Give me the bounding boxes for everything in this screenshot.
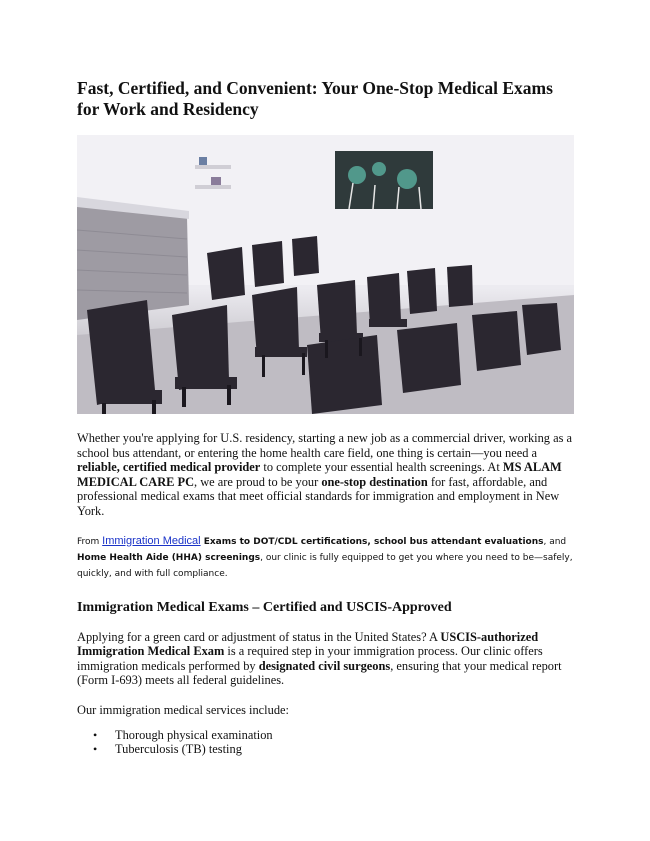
page-title: Fast, Certified, and Convenient: Your One-Stop Medical Exams for Work and Residency [77,78,553,119]
section-bold-2: designated civil surgeons [258,658,391,673]
intro-paragraph [77,431,574,519]
immigration-medical-link[interactable]: Immigration Medical [102,534,201,547]
waiting-room-photo [77,135,574,414]
section-text-1: Applying for a green card or adjustment of status in the United States? A [77,629,441,644]
intro-bold-2: MS ALAM MEDICAL CARE PC [77,460,562,489]
services-text-1: From [77,536,103,547]
services-list [77,728,574,758]
section-text-3: , ensuring that your medical report (Form I-693) meets all federal guidelines. [77,658,562,688]
list-item: • Tuberculosis (TB) testing [77,742,574,757]
intro-text-3: , we are proud to be your [194,474,322,489]
services-bold-1: Exams to DOT/CDL certifications, school bus attendant evaluations [200,536,544,547]
section-text-2: is a required step in your immigration process. Our clinic offers immigration medicals performed by [77,644,543,673]
intro-text-1: Whether you're applying for U.S. residency, starting a new job as a commercial driver, working as a school bus attendant, or entering the home health care field, one thing is certain—you need a [77,431,573,460]
waiting-room-illustration [77,135,574,414]
document-page [77,78,574,757]
services-bold-2: Home Health Aide (HHA) screenings [77,552,261,563]
intro-bold-3: one-stop destination [321,474,428,489]
services-text-3: , our clinic is fully equipped to get you where you need to be—safely, quickly, and with full compliance. [77,552,573,579]
services-paragraph [77,533,574,582]
section-bold-1: USCIS-authorized Immigration Medical Exam [77,629,539,659]
intro-text-2: to complete your essential health screenings. At [260,460,503,475]
services-text-2: , and [543,536,567,547]
intro-bold-1: reliable, certified medical provider [77,460,261,475]
section-paragraph-1 [77,630,574,688]
section-heading: Immigration Medical Exams – Certified and USCIS-Approved [77,599,452,615]
intro-text-4: for fast, affordable, and professional medical exams that meet official standards for immigration and employment in New York. [77,474,560,518]
section-paragraph-2: Our immigration medical services include: [77,702,289,717]
list-item: • Thorough physical examination [77,728,574,743]
